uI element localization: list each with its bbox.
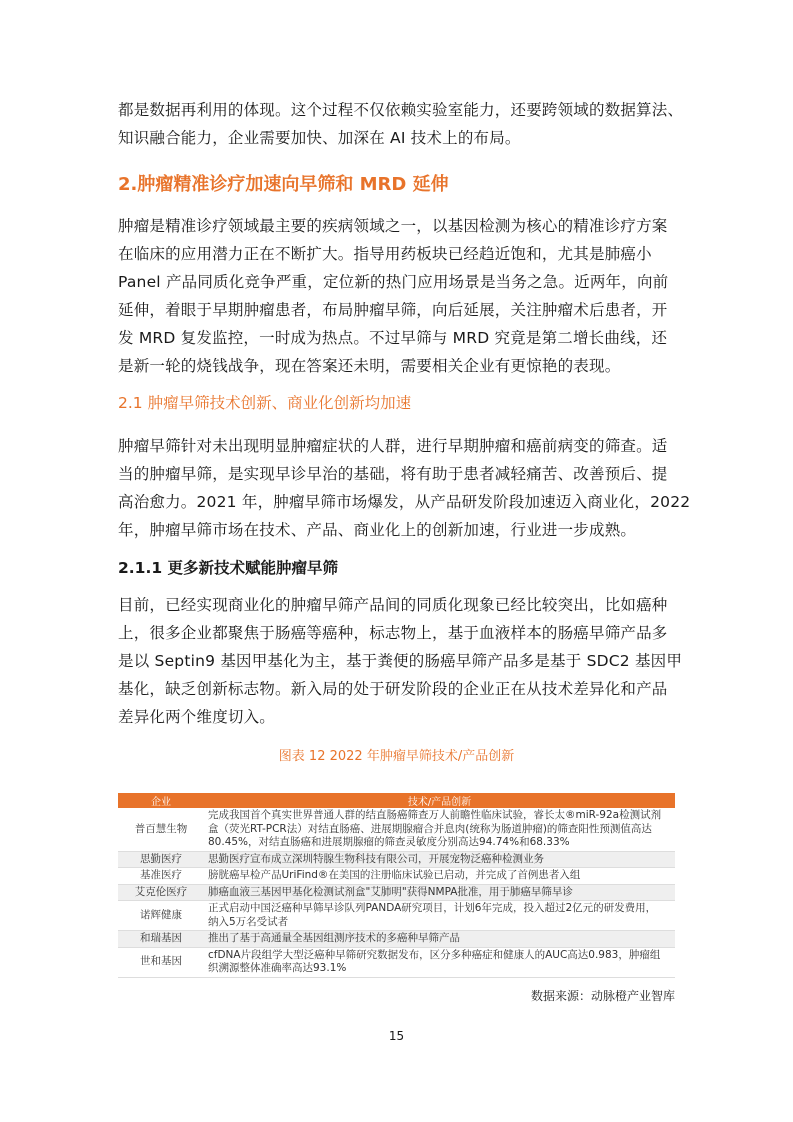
cell-line: cfDNA片段组学大型泛癌种早筛研究数据发布，区分多种癌症和健康人的AUC高达0.983，肿瘤组 (208, 948, 661, 961)
source-note: 数据来源：动脉橙产业智库 (530, 989, 675, 1003)
text-line: 当的肿瘤早筛，是实现早诊早治的基础，将有助于患者减轻痛苦、改善预后、提 (118, 465, 668, 483)
company-cell: 思勤医疗 (118, 851, 204, 868)
innovation-cell (204, 931, 675, 948)
section-paragraph (118, 212, 678, 380)
innovation-table (118, 793, 675, 978)
table-row (118, 851, 675, 868)
text-line: 年，肿瘤早筛市场在技术、产品、商业化上的创新加速，行业进一步成熟。 (118, 521, 637, 539)
table-row (118, 808, 675, 851)
text-line: Panel 产品同质化竞争严重，定位新的热门应用场景是当务之急。近两年，向前 (118, 273, 669, 291)
table-row (118, 931, 675, 948)
text-line: 都是数据再利用的体现。这个过程不仅依赖实验室能力，还要跨领域的数据算法、 (118, 101, 684, 119)
table-row (118, 884, 675, 901)
cell-line: 80.45%，对结直肠癌和进展期腺瘤的筛查灵敏度分别高达94.74%和68.33% (208, 836, 570, 848)
innovation-cell (204, 868, 675, 885)
table-row (118, 901, 675, 931)
cell-line: 思勤医疗宣布成立深圳特腺生物科技有限公司，开展宠物泛癌种检测业务 (208, 852, 544, 865)
cell-line: 盒（荧光RT-PCR法）对结直肠癌、进展期腺瘤合并息肉(统称为肠道肿瘤)的筛查阳性预测值高达 (208, 822, 652, 835)
innovation-cell (204, 947, 675, 977)
cell-line: 膀胱癌早检产品UriFind®在美国的注册临床试验已启动，并完成了首例患者入组 (208, 869, 581, 881)
subsubsection-paragraph (118, 591, 683, 731)
text-line: 是新一轮的烧钱战争，现在答案还未明，需要相关企业有更惊艳的表现。 (118, 357, 621, 375)
text-line: 目前，已经实现商业化的肿瘤早筛产品间的同质化现象已经比较突出，比如癌种 (118, 596, 668, 614)
text-line: 延伸，着眼于早期肿瘤患者，布局肿瘤早筛，向后延展，关注肿瘤术后患者，开 (118, 301, 668, 319)
text-line: 差异化两个维度切入。 (118, 708, 276, 726)
text-line: 是以 Septin9 基因甲基化为主，基于粪便的肠癌早筛产品多是基于 SDC2 基因甲 (118, 652, 683, 670)
section-heading: 2.肿瘤精准诊疗加速向早筛和 MRD 延伸 (118, 174, 449, 195)
page-number: 15 (388, 1029, 405, 1043)
innovation-cell (204, 851, 675, 868)
table-row (118, 868, 675, 885)
text-line: 高治愈力。2021 年，肿瘤早筛市场爆发，从产品研发阶段加速迈入商业化，2022 (118, 493, 691, 511)
table-header-innovation: 技术/产品创新 (204, 793, 675, 808)
innovation-cell (204, 884, 675, 901)
figure-caption: 图表 12 2022 年肿瘤早筛技术/产品创新 (278, 749, 515, 764)
table-header-row (118, 793, 675, 808)
cell-line: 纳入5万名受试者 (208, 915, 289, 928)
text-line: 肿瘤早筛针对未出现明显肿瘤症状的人群，进行早期肿瘤和癌前病变的筛查。适 (118, 437, 668, 455)
company-cell: 世和基因 (118, 947, 204, 977)
company-cell: 诺辉健康 (118, 901, 204, 931)
cell-line: 推出了基于高通量全基因组测序技术的多癌种早筛产品 (208, 932, 460, 944)
subsection-paragraph (118, 432, 691, 544)
subsubsection-heading: 2.1.1 更多新技术赋能肿瘤早筛 (118, 559, 339, 577)
table-row (118, 947, 675, 977)
cell-line: 正式启动中国泛癌种早筛早诊队列PANDA研究项目，计划6年完成，投入超过2亿元的研发费用， (208, 902, 657, 914)
company-cell: 普百慧生物 (118, 808, 204, 851)
cell-line: 肺癌血液三基因甲基化检测试剂盒"艾肺明"获得NMPA批准，用于肺癌早筛早诊 (208, 885, 573, 898)
innovation-cell (204, 808, 675, 851)
text-line: 基化，缺乏创新标志物。新入局的处于研发阶段的企业正在从技术差异化和产品 (118, 680, 668, 698)
intro-paragraph (118, 96, 684, 152)
table-header-company: 企业 (118, 793, 204, 808)
company-cell: 和瑞基因 (118, 931, 204, 948)
text-line: 在临床的应用潜力正在不断扩大。指导用药板块已经趋近饱和，尤其是肺癌小 (118, 245, 652, 263)
text-line: 知识融合能力，企业需要加快、加深在 AI 技术上的布局。 (118, 129, 521, 147)
text-line: 发 MRD 复发监控，一时成为热点。不过早筛与 MRD 究竟是第二增长曲线，还 (118, 329, 668, 347)
cell-line: 完成我国首个真实世界普通人群的结直肠癌筛查万人前瞻性临床试验，睿长太®miR-92a检测试剂 (208, 809, 662, 821)
subsection-heading: 2.1 肿瘤早筛技术创新、商业化创新均加速 (118, 394, 412, 412)
text-line: 肿瘤是精准诊疗领域最主要的疾病领域之一，以基因检测为核心的精准诊疗方案 (118, 217, 668, 235)
company-cell: 基准医疗 (118, 868, 204, 885)
innovation-cell (204, 901, 675, 931)
text-line: 上，很多企业都聚焦于肠癌等癌种，标志物上，基于血液样本的肠癌早筛产品多 (118, 624, 668, 642)
cell-line: 织溯源整体准确率高达93.1% (208, 962, 347, 974)
company-cell: 艾克伦医疗 (118, 884, 204, 901)
